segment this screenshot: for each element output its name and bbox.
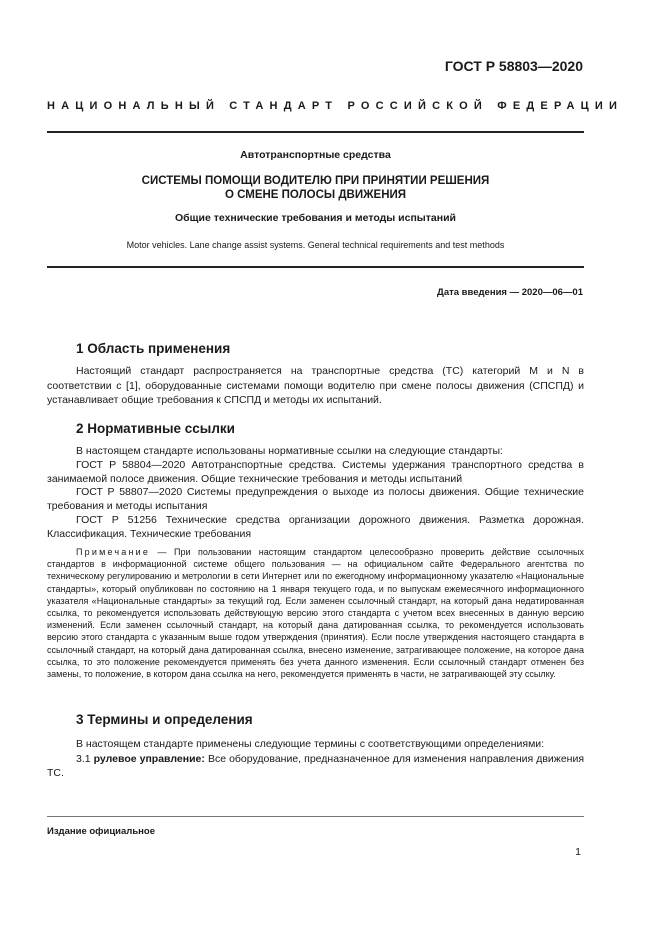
document-title [47,174,584,202]
note-label: Примечание [76,547,151,557]
introduction-date: Дата введения — 2020—06—01 [437,287,583,298]
note-paragraph [47,546,584,680]
national-standard-title: НАЦИОНАЛЬНЫЙ СТАНДАРТ РОССИЙСКОЙ ФЕДЕРАЦИИ [47,100,624,112]
reference-item: ГОСТ Р 58807—2020 Системы предупреждения о выходе из полосы движения. Общие технические требования и методы испытания [47,486,584,513]
terms-block [47,737,584,781]
document-requirements-subtitle: Общие технические требования и методы испытаний [175,212,456,224]
document-subject: Автотранспортные средства [240,149,391,161]
section-1-heading: 1 Область применения [76,341,231,356]
english-title: Motor vehicles. Lane change assist systems. General technical requirements and test methods [126,240,505,250]
normative-references [47,445,584,542]
reference-item: ГОСТ Р 58804—2020 Автотранспортные средства. Системы удержания транспортного средства в занимаемой полосе движения. Общие технические требования и методы испытаний [47,458,584,485]
term-number: 3.1 [76,752,94,765]
section-2-heading: 2 Нормативные ссылки [76,421,235,436]
page-number: 1 [575,846,581,858]
footer-rule [47,816,584,817]
terms-intro: В настоящем стандарте применены следующие термины с соответствующими определениями: [76,738,545,750]
document-title-line2: О СМЕНЕ ПОЛОСЫ ДВИЖЕНИЯ [224,189,407,201]
term-name: рулевое управление: [93,752,205,765]
term-definition [47,752,584,781]
reference-item: ГОСТ Р 51256 Технические средства организации дорожного движения. Разметка дорожная. Классификация. Технические требования [47,513,584,540]
header-bottom-rule [47,266,584,268]
note-text: — При пользовании настоящим стандартом целесообразно проверить действие ссылочных стандартов в информационной системе общего пользования — на официальном сайте Федерального агентства по техническому регулированию и метрологии в сети Интернет или по ежегодному информационному указателю «Национальные стандарты», который опубликован по состоянию на 1 января текущего года, и по выпускам ежемесячного информационного указателя «Национальные стандарты» за текущий год. Если заменен ссылочный стандарт, на который дана недатированная ссылка, то рекомендуется использовать действующую версию этого стандарта с учетом всех внесенных в данную версию изменений. Если заменен ссылочный стандарт, на который дана датированная ссылка, то рекомендуется использовать версию этого стандарта с указанным выше годом утверждения (принятия). Если после утверждения настоящего стандарта в ссылочный стандарт, на который дана датированная ссылка, внесено изменение, затрагивающее положение, на которое дана ссылка, то это положение рекомендуется применять без учета данного изменения. Если ссылочный стандарт отменен без замены, то положение, в котором дана ссылка на него, рекомендуется применять в части, не затрагивающей эту ссылку. [47,547,584,680]
standard-number: ГОСТ Р 58803—2020 [444,58,583,74]
document-title-line1: СИСТЕМЫ ПОМОЩИ ВОДИТЕЛЮ ПРИ ПРИНЯТИИ РЕШЕНИЯ [141,175,490,187]
official-edition-label: Издание официальное [47,826,155,837]
top-rule [47,131,584,133]
section-1-text: Настоящий стандарт распространяется на транспортные средства (ТС) категорий М и N в соответствии с [1], оборудованные системами помощи водителю при смене полосы движения (СПСПД) и устанавливает общие требования к СПСПД и методы их испытаний. [47,365,584,406]
references-intro: В настоящем стандарте использованы нормативные ссылки на следующие стандарты: [76,445,503,457]
term-description: Все оборудование, предназначенное для изменения направления движения ТС. [47,752,585,779]
section-3-heading: 3 Термины и определения [76,712,253,727]
